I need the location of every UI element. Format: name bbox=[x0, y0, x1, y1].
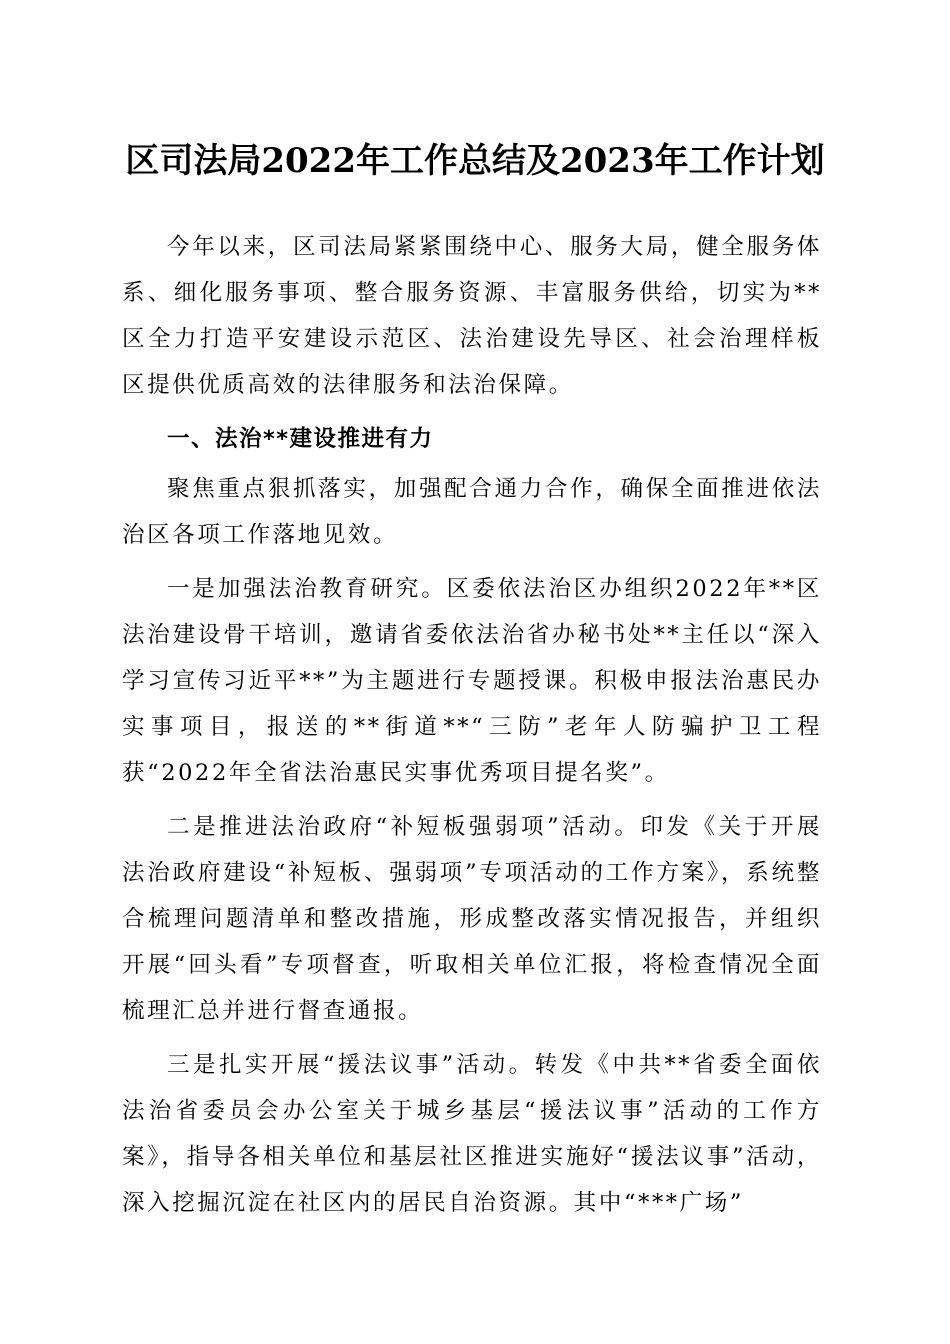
item-lead-2: 二是推进法治政府“补短板强弱项”活动。 bbox=[167, 814, 641, 840]
item-paragraph-3 bbox=[122, 1042, 822, 1226]
document-body bbox=[122, 224, 822, 1234]
item-text-1: 区委依法治区办组织2022年**区法治建设骨干培训，邀请省委依法治省办秘书处**主任以“深入学习宣传习近平**”为主题进行专题授课。积极申报法治惠民办实事项目，报送的**街道**“三防”老年人防骗护卫工程获“2022年全省法治惠民实事优秀项目提名奖”。 bbox=[122, 576, 822, 786]
intro-paragraph: 今年以来，区司法局紧紧围绕中心、服务大局，健全服务体系、细化服务事项、整合服务资源、丰富服务供给，切实为**区全力打造平安建设示范区、法治建设先导区、社会治理样板区提供优质高效的法律服务和法治保障。 bbox=[122, 234, 822, 398]
section-summary-paragraph: 聚焦重点狠抓落实，加强配合通力合作，确保全面推进依法治区各项工作落地见效。 bbox=[122, 476, 822, 548]
item-lead-3: 三是扎实开展“援法议事”活动。 bbox=[167, 1052, 535, 1078]
item-paragraph-2 bbox=[122, 804, 822, 1034]
item-lead-1: 一是加强法治教育研究。 bbox=[167, 576, 447, 602]
section-heading: 一、法治**建设推进有力 bbox=[167, 426, 434, 452]
item-paragraph-1 bbox=[122, 566, 822, 796]
document-title: 区司法局2022年工作总结及2023年工作计划 bbox=[125, 141, 825, 181]
item-text-2: 印发《关于开展法治政府建设“补短板、强弱项”专项活动的工作方案》，系统整合梳理问题清单和整改措施，形成整改落实情况报告，并组织开展“回头看”专项督查，听取相关单位汇报，将检查情况全面梳理汇总并进行督查通报。 bbox=[122, 814, 823, 1024]
item-text-3: 转发《中共**省委全面依法治省委员会办公室关于城乡基层“援法议事”活动的工作方案》，指导各相关单位和基层社区推进实施好“援法议事”活动，深入挖掘沉淀在社区内的居民自治资源。其中“***广场” bbox=[122, 1052, 822, 1216]
